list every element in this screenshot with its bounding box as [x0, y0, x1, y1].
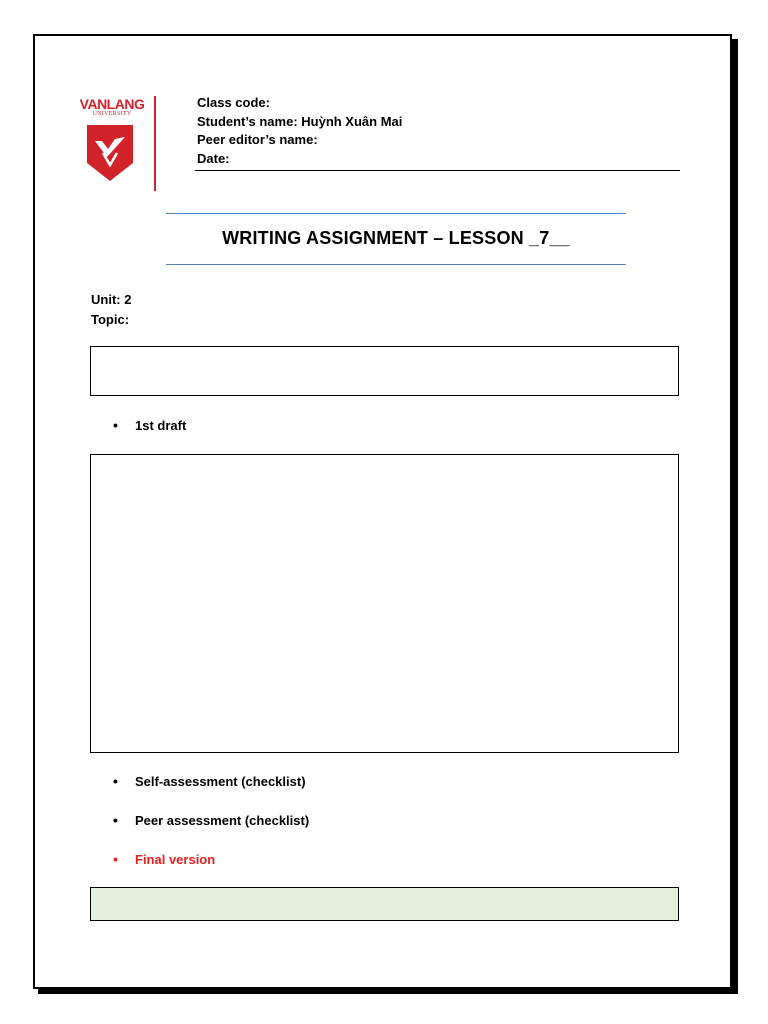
title-rule-top: [166, 213, 626, 214]
peer-assessment-bullet: [113, 812, 309, 828]
final-version-bullet: [113, 851, 215, 867]
unit-topic-block: [91, 290, 131, 330]
title-rule-bottom: [166, 264, 626, 265]
self-assessment-label: Self-assessment (checklist): [135, 774, 306, 789]
self-assessment-bullet: [113, 773, 306, 789]
logo-divider: [154, 96, 156, 191]
university-logo: [72, 96, 162, 196]
first-draft-label: 1st draft: [135, 418, 187, 433]
first-draft-box[interactable]: [90, 454, 679, 753]
bullet-icon: •: [113, 812, 118, 828]
student-name-field: Student’s name: Huỳnh Xuân Mai: [197, 113, 403, 129]
topic-label: Topic:: [91, 312, 130, 327]
bullet-icon: •: [113, 851, 118, 867]
logo-subtitle: UNIVERSITY: [92, 111, 132, 117]
final-version-box[interactable]: [90, 887, 679, 921]
bullet-icon: •: [113, 773, 118, 789]
unit-label: Unit: 2: [91, 292, 132, 307]
topic-box[interactable]: [90, 346, 679, 396]
final-version-label: Final version: [135, 852, 216, 867]
peer-assessment-label: Peer assessment (checklist): [135, 813, 310, 828]
header-info: [197, 94, 402, 168]
class-code-field: Class code:: [197, 95, 270, 110]
first-draft-bullet: [113, 417, 186, 433]
logo-wordmark: VANLANG: [79, 96, 145, 112]
date-field: Date:: [197, 150, 230, 166]
bullet-icon: •: [113, 417, 118, 433]
peer-editor-field: Peer editor’s name:: [197, 132, 318, 147]
shield-icon: [85, 123, 135, 183]
header-divider: [195, 170, 680, 171]
page-title: WRITING ASSIGNMENT – LESSON _7__: [222, 228, 570, 248]
